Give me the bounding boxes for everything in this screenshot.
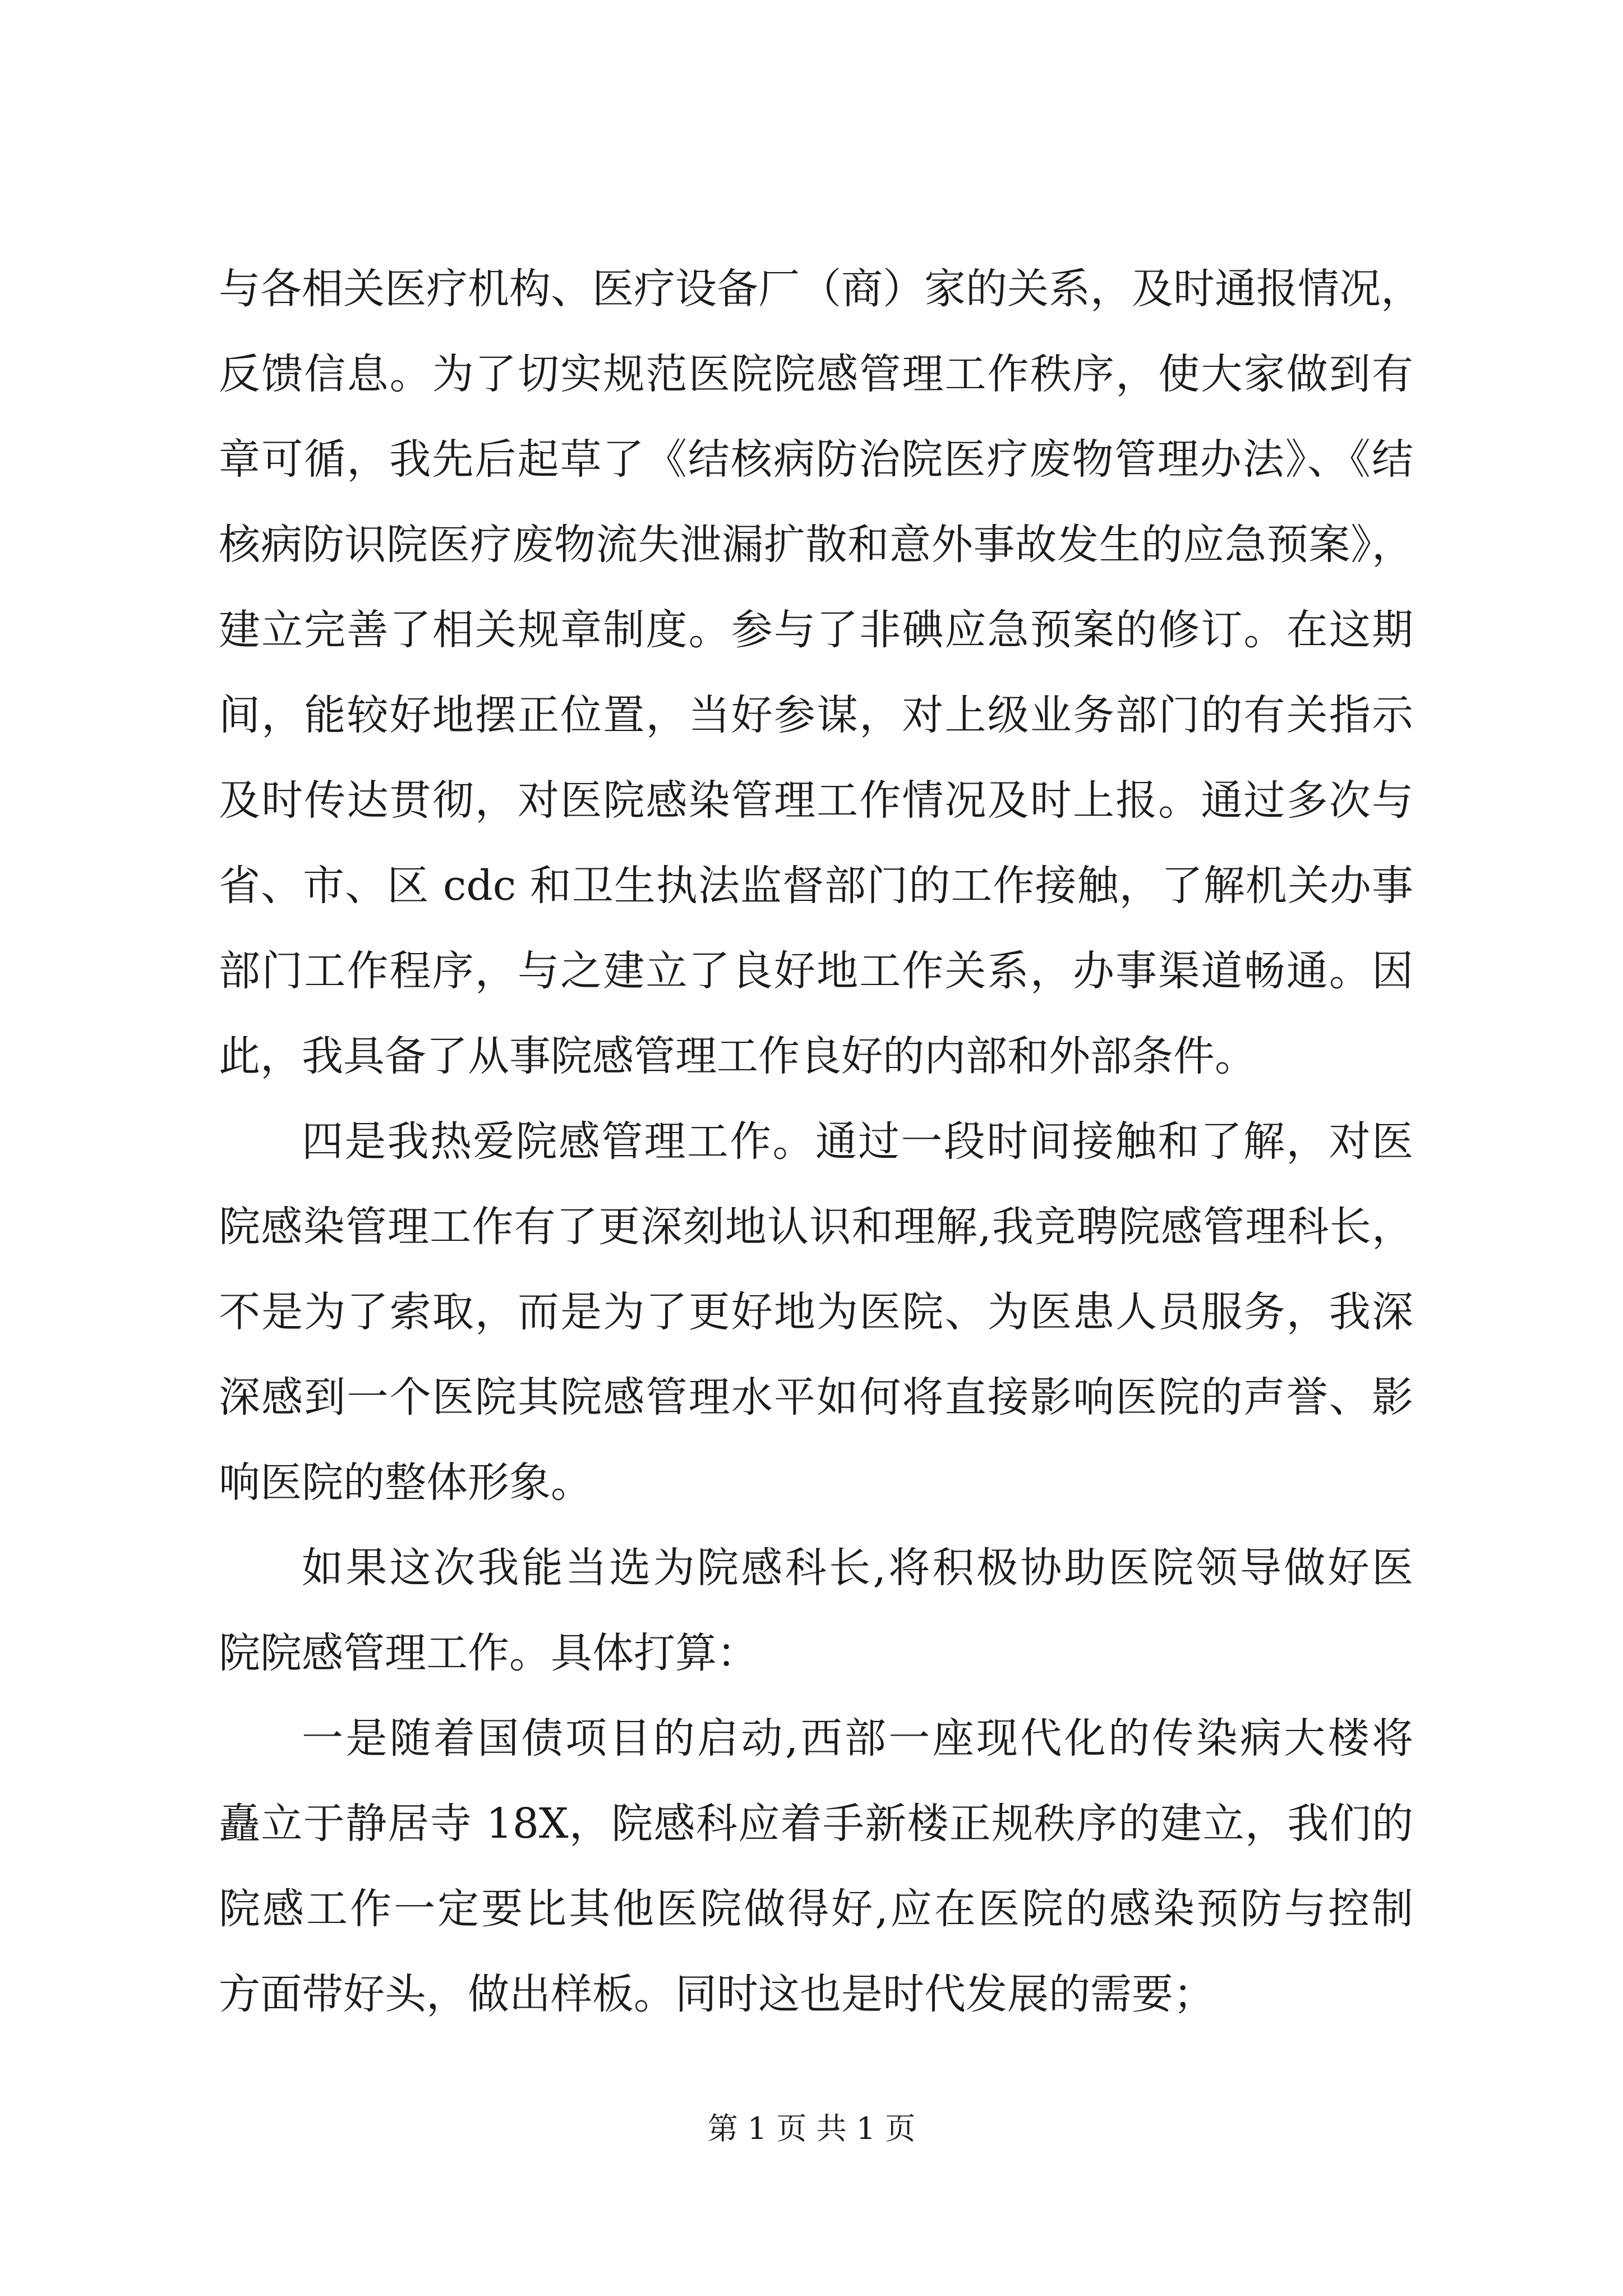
text-line: 方面带好头，做出样板。同时这也是时代发展的需要； (219, 1970, 1215, 2018)
text-line: 院感染管理工作有了更深刻地认识和理解,我竞聘院感管理科长， (219, 1203, 1413, 1251)
text-line: 及时传达贯彻，对医院感染管理工作情况及时上报。通过多次与 (219, 776, 1413, 825)
text-line: 间，能较好地摆正位置，当好参谋，对上级业务部门的有关指示 (219, 691, 1413, 739)
text-line: 建立完善了相关规章制度。参与了非碘应急预案的修订。在这期 (219, 606, 1413, 654)
text-line: 响医院的整体形象。 (219, 1458, 592, 1507)
text-line: 一是随着国债项目的启动,西部一座现代化的传染病大楼将 (302, 1714, 1413, 1763)
text-line: 反馈信息。为了切实规范医院院感管理工作秩序，使大家做到有 (219, 350, 1413, 398)
text-line: 如果这次我能当选为院感科长,将积极协助医院领导做好医 (302, 1544, 1413, 1592)
text-line: 院院感管理工作。具体打算： (219, 1629, 758, 1677)
text-line: 四是我热爱院感管理工作。通过一段时间接触和了解，对医 (302, 1117, 1413, 1166)
text-line: 深感到一个医院其院感管理水平如何将直接影响医院的声誉、影 (219, 1373, 1413, 1421)
page-number-footer: 第 1 页 共 1 页 (707, 2111, 916, 2146)
text-line: 部门工作程序，与之建立了良好地工作关系，办事渠道畅通。因 (219, 947, 1413, 995)
text-line: 与各相关医疗机构、医疗设备厂（商）家的关系，及时通报情况， (219, 265, 1422, 313)
text-line: 矗立于静居寺 18X，院感科应着手新楼正规秩序的建立，我们的 (219, 1800, 1413, 1848)
text-line: 院感工作一定要比其他医院做得好,应在医院的感染预防与控制 (219, 1885, 1413, 1933)
text-line: 省、市、区 cdc 和卫生执法监督部门的工作接触，了解机关办事 (219, 862, 1413, 910)
text-line: 章可循，我先后起草了《结核病防治院医疗废物管理办法》、《结 (219, 435, 1413, 484)
text-line: 此，我具备了从事院感管理工作良好的内部和外部条件。 (219, 1032, 1256, 1080)
text-line: 核病防识院医疗废物流失泄漏扩散和意外事故发生的应急预案》， (219, 521, 1413, 569)
text-line: 不是为了索取，而是为了更好地为医院、为医患人员服务，我深 (219, 1288, 1413, 1336)
